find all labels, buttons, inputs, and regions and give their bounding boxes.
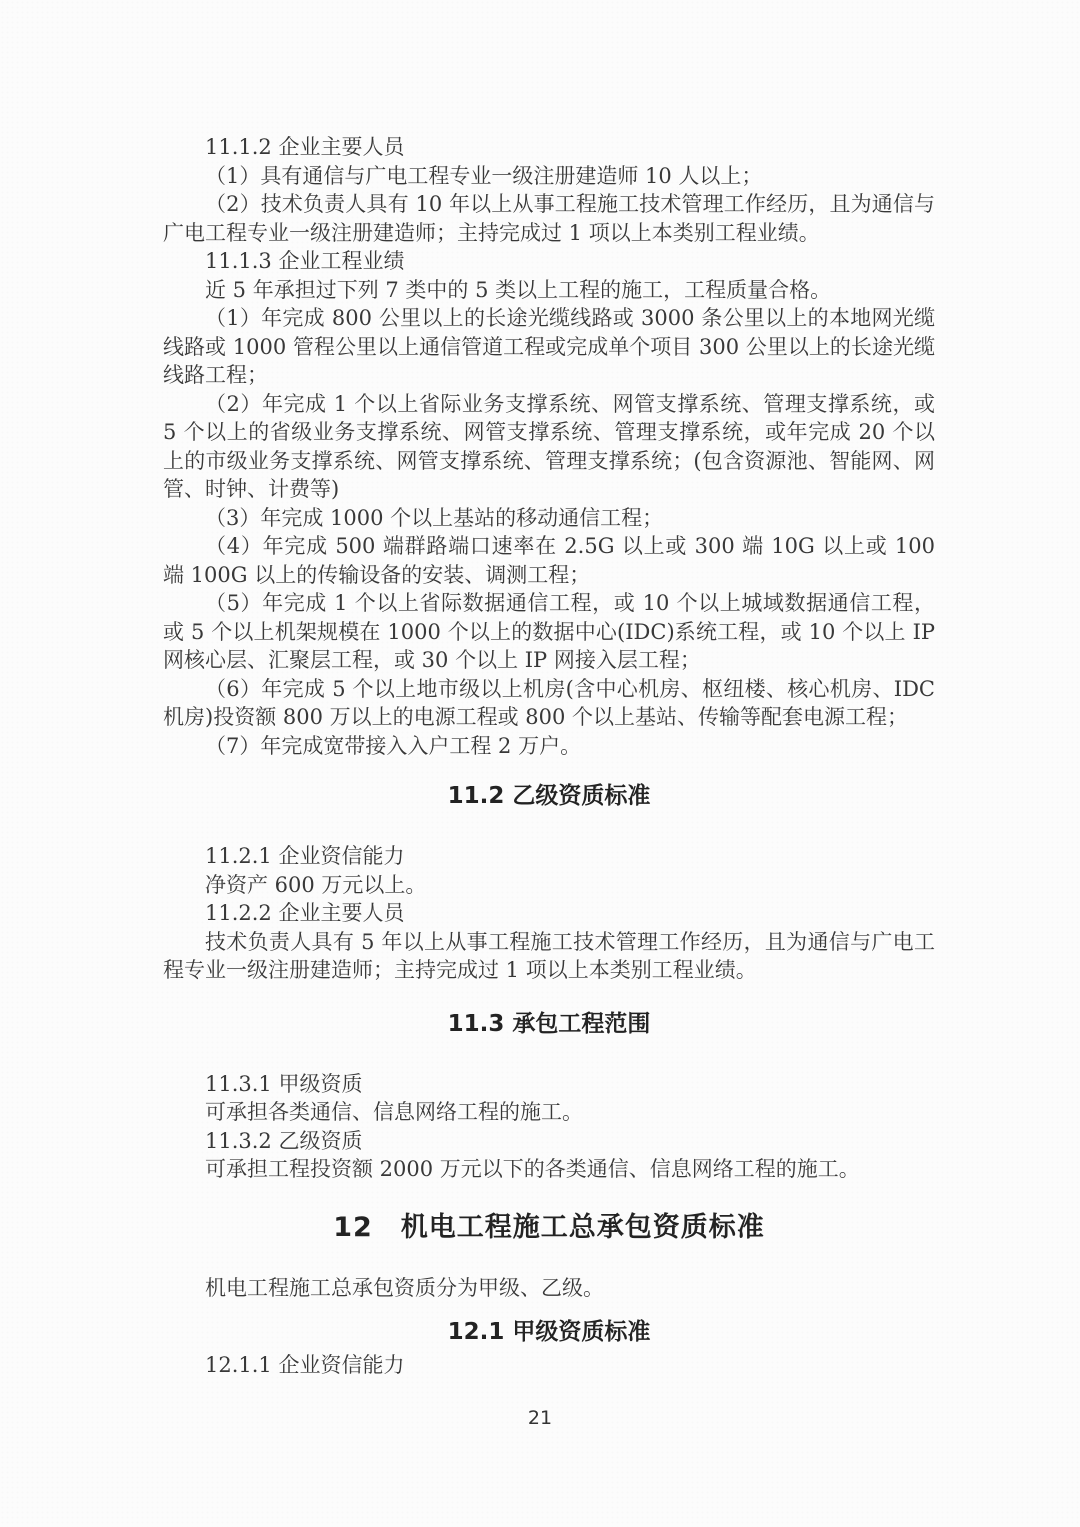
clause-12-1-1-title: 12.1.1 企业资信能力 bbox=[205, 1353, 405, 1377]
performance-item-3: （3）年完成 1000 个以上基站的移动通信工程； bbox=[205, 505, 664, 530]
performance-item-1: （1）年完成 800 公里以上的长途光缆线路或 3000 条公里以上的本地网光缆线路或 1000 管程公里以上通信管道工程或完成单个项目 300 公里以上的长途光缆线路工程； bbox=[163, 306, 935, 387]
net-assets-requirement: 净资产 600 万元以上。 bbox=[205, 872, 427, 897]
scope-grade-b: 可承担工程投资额 2000 万元以下的各类通信、信息网络工程的施工。 bbox=[205, 1157, 860, 1181]
performance-item-2: （2）年完成 1 个以上省际业务支撑系统、网管支撑系统、管理支撑系统，或 5 个以上的省级业务支撑系统、网管支撑系统、管理支撑系统，或年完成 20 个以上的市级业务支撑系统、网管支撑系统、管理支撑系统；(包含资源池、智能网、网管、时钟、计费等) bbox=[163, 391, 935, 501]
personnel-item-2: （2）技术负责人具有 10 年以上从事工程施工技术管理工作经历，且为通信与广电工程专业一级注册建造师；主持完成过 1 项以上本类别工程业绩。 bbox=[163, 192, 935, 245]
scope-grade-a: 可承担各类通信、信息网络工程的施工。 bbox=[205, 1100, 583, 1124]
tech-lead-requirement: 技术负责人具有 5 年以上从事工程施工技术管理工作经历，且为通信与广电工程专业一级注册建造师；主持完成过 1 项以上本类别工程业绩。 bbox=[163, 929, 935, 982]
section-heading-12-1: 12.1 甲级资质标准 bbox=[447, 1319, 651, 1345]
personnel-item-1: （1）具有通信与广电工程专业一级注册建造师 10 人以上； bbox=[205, 163, 763, 188]
performance-intro: 近 5 年承担过下列 7 类中的 5 类以上工程的施工，工程质量合格。 bbox=[205, 277, 832, 302]
chapter-12-intro: 机电工程施工总承包资质分为甲级、乙级。 bbox=[205, 1275, 604, 1300]
performance-item-6: （6）年完成 5 个以上地市级以上机房(含中心机房、枢纽楼、核心机房、IDC 机房)投资额 800 万以上的电源工程或 800 个以上基站、传输等配套电源工程； bbox=[163, 676, 935, 729]
page-number: 21 bbox=[527, 1407, 553, 1429]
clause-11-2-2-title: 11.2.2 企业主要人员 bbox=[205, 901, 405, 925]
clause-11-1-2-title: 11.1.2 企业主要人员 bbox=[205, 135, 405, 159]
chapter-heading-12: 12 机电工程施工总承包资质标准 bbox=[333, 1211, 765, 1243]
clause-11-2-1-title: 11.2.1 企业资信能力 bbox=[205, 844, 405, 868]
document-body bbox=[163, 133, 935, 1380]
performance-item-4: （4）年完成 500 端群路端口速率在 2.5G 以上或 300 端 10G 以上或 100 端 100G 以上的传输设备的安装、调测工程； bbox=[163, 534, 935, 587]
clause-11-1-3-title: 11.1.3 企业工程业绩 bbox=[205, 249, 405, 273]
section-heading-11-3: 11.3 承包工程范围 bbox=[447, 1010, 651, 1037]
performance-item-5: （5）年完成 1 个以上省际数据通信工程，或 10 个以上城域数据通信工程，或 5 个以上机架规模在 1000 个以上的数据中心(IDC)系统工程，或 10 个以上 IP 网核心层、汇聚层工程，或 30 个以上 IP 网接入层工程； bbox=[163, 591, 935, 672]
clause-11-3-1-title: 11.3.1 甲级资质 bbox=[205, 1071, 363, 1096]
clause-11-3-2-title: 11.3.2 乙级资质 bbox=[205, 1128, 363, 1153]
performance-item-7: （7）年完成宽带接入入户工程 2 万户。 bbox=[205, 733, 582, 758]
section-heading-11-2: 11.2 乙级资质标准 bbox=[447, 783, 651, 809]
